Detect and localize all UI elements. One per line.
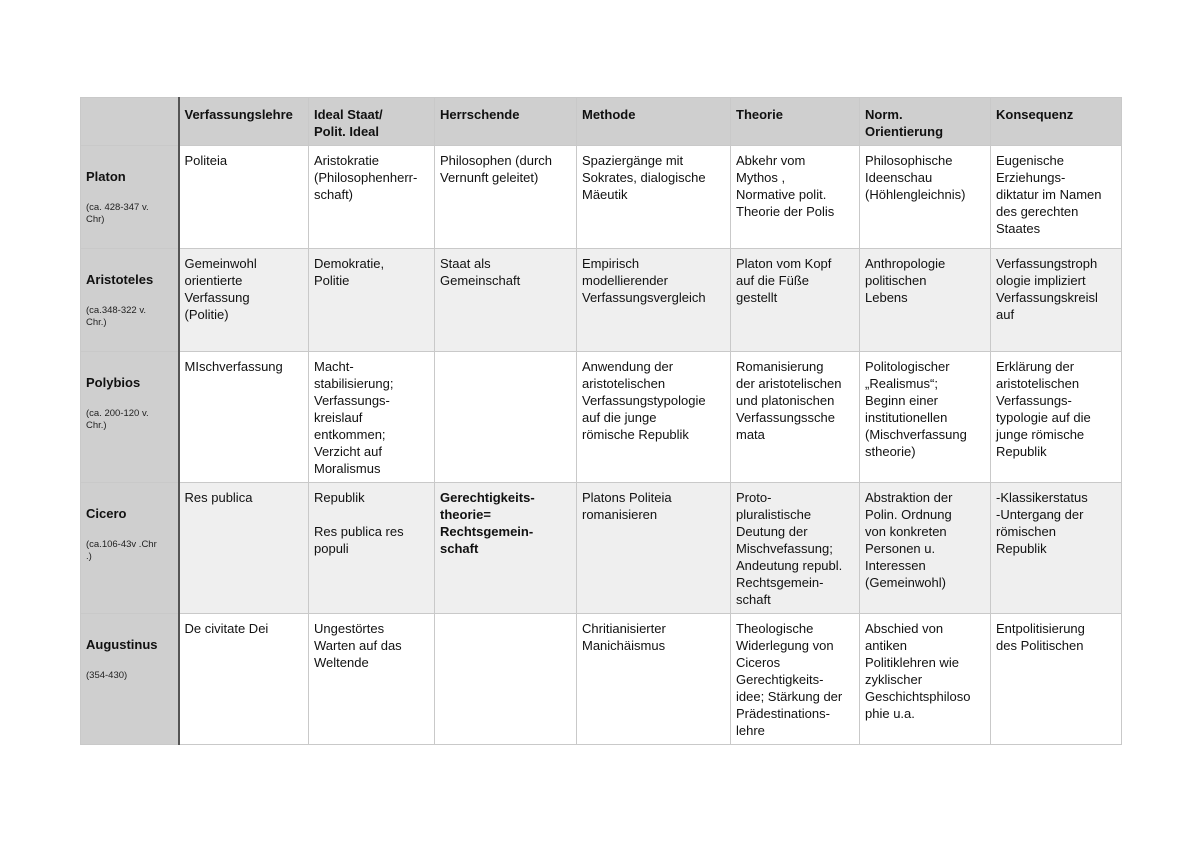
cell-methode: Platons Politeia romanisieren — [577, 483, 731, 614]
cell-herrschende: Gerechtigkeits- theorie= Rechtsgemein- schaft — [435, 483, 577, 614]
header-herrschende: Herrschende — [435, 98, 577, 146]
cell-konsequenz: Eugenische Erziehungs- diktatur im Namen des gerechten Staates — [991, 146, 1122, 249]
cell-ideal-staat: Macht- stabilisierung; Verfassungs- kreislauf entkommen; Verzicht auf Moralismus — [309, 352, 435, 483]
philosopher-dates: (ca. 200-120 v. Chr.) — [86, 408, 149, 431]
cell-theorie: Theologische Widerlegung von Ciceros Gerechtigkeits- idee; Stärkung der Prädestinations- lehre — [731, 614, 860, 745]
cell-herrschende: Philosophen (durch Vernunft geleitet) — [435, 146, 577, 249]
table-row-polybios — [81, 352, 1122, 483]
cell-herrschende — [435, 352, 577, 483]
philosopher-name: Augustinus — [86, 637, 158, 652]
cell-methode: Spaziergänge mit Sokrates, dialogische Mäeutik — [577, 146, 731, 249]
header-methode: Methode — [577, 98, 731, 146]
cell-norm-orientierung: Philosophische Ideenschau (Höhlengleichnis) — [860, 146, 991, 249]
table-row-platon — [81, 146, 1122, 249]
cell-konsequenz: Verfassungstroph ologie impliziert Verfassungskreisl auf — [991, 249, 1122, 352]
table-row-cicero — [81, 483, 1122, 614]
header-ideal-staat: Ideal Staat/ Polit. Ideal — [309, 98, 435, 146]
cell-verfassungslehre: Res publica — [179, 483, 309, 614]
cell-methode: Empirisch modellierender Verfassungsvergleich — [577, 249, 731, 352]
table-row-augustinus — [81, 614, 1122, 745]
cell-ideal-staat: Demokratie, Politie — [309, 249, 435, 352]
cell-ideal-staat: Aristokratie (Philosophenherr- schaft) — [309, 146, 435, 249]
cell-theorie: Abkehr vom Mythos , Normative polit. Theorie der Polis — [731, 146, 860, 249]
row-header-cell — [81, 483, 179, 614]
cell-konsequenz: Entpolitisierung des Politischen — [991, 614, 1122, 745]
cell-konsequenz: -Klassikerstatus -Untergang der römischen Republik — [991, 483, 1122, 614]
header-norm-orientierung: Norm. Orientierung — [860, 98, 991, 146]
cell-verfassungslehre: De civitate Dei — [179, 614, 309, 745]
cell-herrschende: Staat als Gemeinschaft — [435, 249, 577, 352]
header-corner-cell — [81, 98, 179, 146]
cell-verfassungslehre: MIschverfassung — [179, 352, 309, 483]
cell-methode: Anwendung der aristotelischen Verfassungstypologie auf die junge römische Republik — [577, 352, 731, 483]
cell-methode: Chritianisierter Manichäismus — [577, 614, 731, 745]
cell-konsequenz: Erklärung der aristotelischen Verfassungs- typologie auf die junge römische Republik — [991, 352, 1122, 483]
philosopher-name: Platon — [86, 169, 126, 184]
cell-herrschende — [435, 614, 577, 745]
row-header-cell — [81, 614, 179, 745]
philosopher-name: Aristoteles — [86, 272, 154, 287]
cell-norm-orientierung: Anthropologie politischen Lebens — [860, 249, 991, 352]
philosopher-name: Polybios — [86, 375, 141, 390]
philosopher-dates: (354-430) — [86, 670, 128, 681]
cell-verfassungslehre: Politeia — [179, 146, 309, 249]
header-konsequenz: Konsequenz — [991, 98, 1122, 146]
cell-theorie: Proto- pluralistische Deutung der Mischvefassung; Andeutung republ. Rechtsgemein- schaft — [731, 483, 860, 614]
table-row-aristoteles — [81, 249, 1122, 352]
comparison-table — [80, 97, 1122, 745]
cell-norm-orientierung: Abschied von antiken Politiklehren wie zyklischer Geschichtsphiloso phie u.a. — [860, 614, 991, 745]
row-header-cell — [81, 146, 179, 249]
philosopher-name: Cicero — [86, 506, 127, 521]
philosopher-dates: (ca.106-43v .Chr .) — [86, 539, 157, 562]
header-verfassungslehre: Verfassungslehre — [179, 98, 309, 146]
cell-norm-orientierung: Politologischer „Realismus“; Beginn einer institutionellen (Mischverfassung stheorie) — [860, 352, 991, 483]
philosopher-dates: (ca.348-322 v. Chr.) — [86, 305, 147, 328]
cell-theorie: Platon vom Kopf auf die Füße gestellt — [731, 249, 860, 352]
header-theorie: Theorie — [731, 98, 860, 146]
row-header-cell — [81, 352, 179, 483]
cell-theorie: Romanisierung der aristotelischen und platonischen Verfassungssche mata — [731, 352, 860, 483]
cell-ideal-staat: Republik Res publica res populi — [309, 483, 435, 614]
cell-ideal-staat: Ungestörtes Warten auf das Weltende — [309, 614, 435, 745]
cell-norm-orientierung: Abstraktion der Polin. Ordnung von konkreten Personen u. Interessen (Gemeinwohl) — [860, 483, 991, 614]
row-header-cell — [81, 249, 179, 352]
philosopher-dates: (ca. 428-347 v. Chr) — [86, 202, 149, 225]
cell-verfassungslehre: Gemeinwohl orientierte Verfassung (Politie) — [179, 249, 309, 352]
header-row — [81, 98, 1122, 146]
